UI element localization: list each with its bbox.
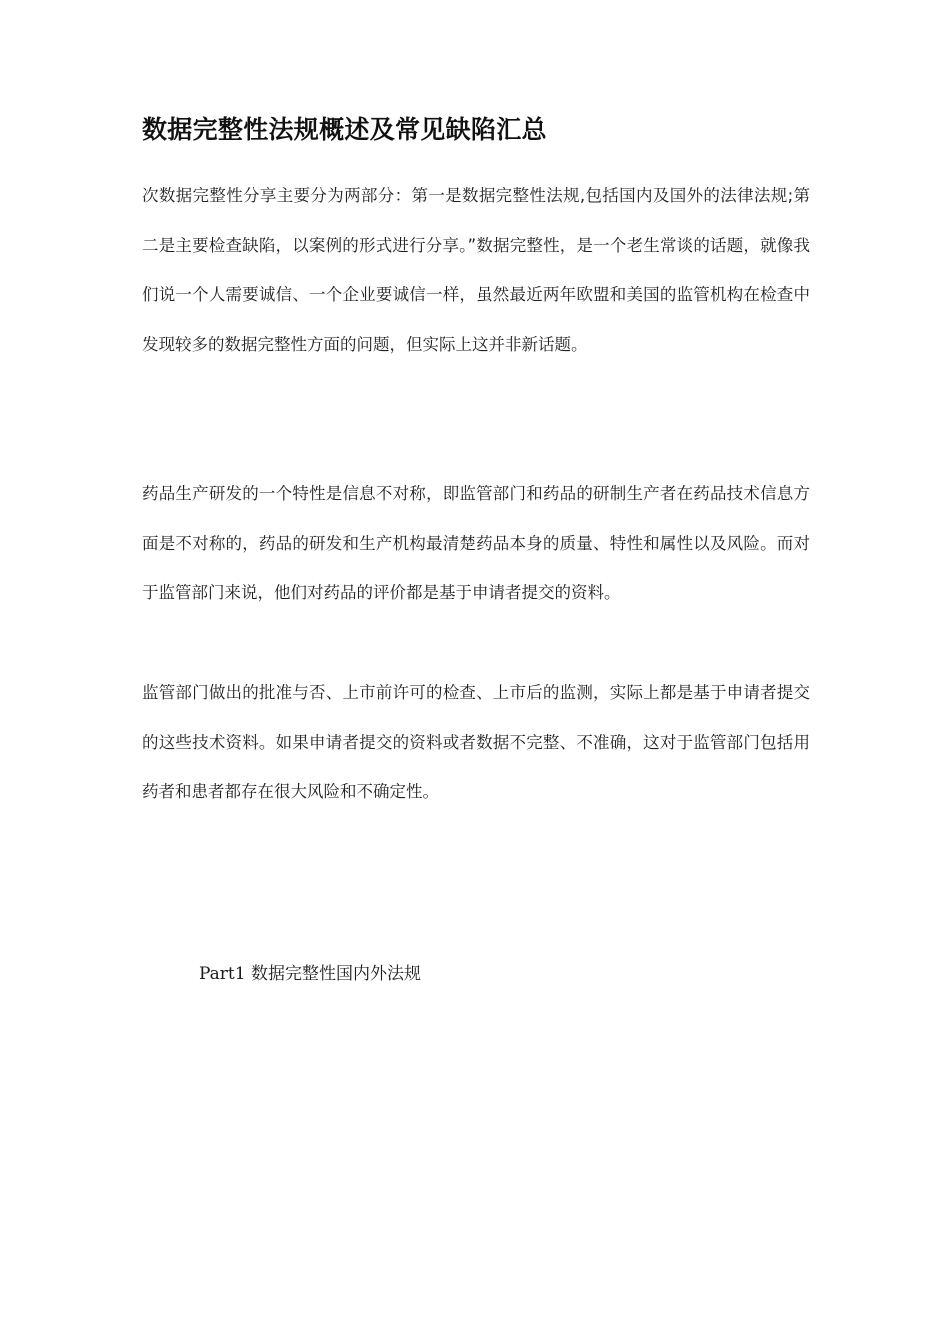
paragraph-regulatory-review: 监管部门做出的批准与否、上市前许可的检查、上市后的监测，实际上都是基于申请者提交的这些技术资料。如果申请者提交的资料或者数据不完整、不准确，这对于监管部门包括用药者和患者都存在很大风险和不确定性。 <box>142 683 810 801</box>
section-heading-part1: Part1 数据完整性国内外法规 <box>199 964 421 984</box>
paragraph-information-asymmetry: 药品生产研发的一个特性是信息不对称，即监管部门和药品的研制生产者在药品技术信息方面是不对称的，药品的研发和生产机构最清楚药品本身的质量、特性和属性以及风险。而对于监管部门来说，他们对药品的评价都是基于申请者提交的资料。 <box>142 484 810 602</box>
page-title: 数据完整性法规概述及常见缺陷汇总 <box>142 115 547 144</box>
paragraph-intro: 次数据完整性分享主要分为两部分：第一是数据完整性法规,包括国内及国外的法律法规;第二是主要检查缺陷，以案例的形式进行分享。”数据完整性，是一个老生常谈的话题，就像我们说一个人需要诚信、一个企业要诚信一样，虽然最近两年欧盟和美国的监管机构在检查中发现较多的数据完整性方面的问题，但实际上这并非新话题。 <box>142 186 810 354</box>
